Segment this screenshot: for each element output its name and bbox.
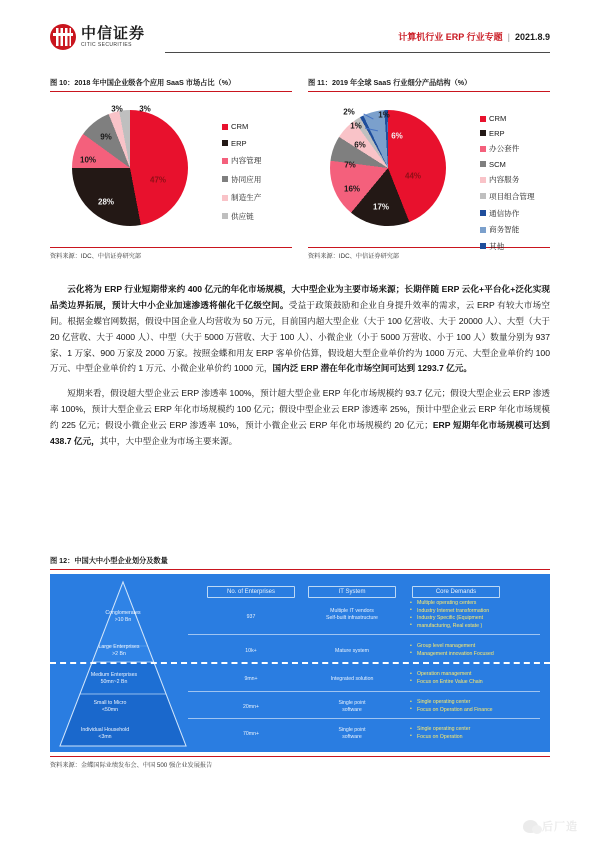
segment-dashed-divider [50,662,550,664]
figure-11-caption: 图 11：2019 年全球 SaaS 行业细分产品结构（%） [308,78,550,92]
legend-label-erp: ERP [489,128,505,138]
legend-item-portfolio [480,191,535,202]
pie-chart-10 [72,110,188,226]
header-date: 2021.8.9 [514,32,550,42]
tier-label-small-micro [94,700,127,714]
pie-slice-label-crm: 47% [149,175,167,185]
figure-12-diagram [50,574,550,752]
paragraph-1-body: 受益于政策鼓励和企业自身提升效率的需求，云 ERP 有较大市场空间。根据金蝶官网数据，假设中国企业人均营收为 50 万元，目前国内超大型企业（大于 100 亿营收、大于 20000 人）、大型（大于 20 亿营收、大于 4000 人）、中型（大于 5000 万营收、大于 100 人）、小微企业（小于 5000 万营收、小于 100 人）数量分别为 937 家、1 万家、900 万家及 2000 万家。按照金蝶和用友 ERP 客单价估算，假设超大型企业单价约为 1000 万元、大型企业单价约 100 万元、中型企业单价约 1 万元、小微企业单价约 1000 元， [50,299,550,374]
figure-12-caption: 图 12：中国大中小型企业划分及数量 [50,556,550,570]
legend-item-crm [222,122,261,131]
legend-item-content-service [480,174,535,185]
legend-swatch-collab-icon [222,176,228,182]
tier-demands-conglomerates [410,600,489,630]
legend-label-supplychain: 供应链 [231,211,254,221]
paragraph-2-highlight: ERP 短期年化市场规模可达到 438.7 亿元， [50,420,550,447]
figure-11-legend [480,114,535,252]
legend-item-content [222,155,261,166]
tier-itsystem-small-micro [338,700,365,714]
tier-count-individual: 70mn+ [242,731,260,737]
header-title [398,30,550,43]
header-divider [165,52,550,53]
figure-10-source: 资料来源：IDC、中信证券研究部 [50,247,292,260]
legend-swatch-bi-icon [480,227,486,233]
legend-item-bi [480,224,535,235]
wechat-icon [523,820,538,833]
legend-swatch-comms-icon [480,210,486,216]
legend-swatch-office-icon [480,146,486,152]
demand-item: • Single operating center [410,726,470,734]
it-system-line: software [342,734,362,741]
figure-10-legend [222,122,261,222]
legend-item-supplychain [222,211,261,222]
demand-item: • Multiple operating centers [410,600,489,608]
figure-11-source: 资料来源：IDC、中信证券研究部 [308,247,550,260]
tier-demands-individual [410,726,470,741]
demand-item: • Focus on Entire Value Chain [410,679,483,687]
legend-item-comms [480,208,535,219]
legend-label-portfolio: 项目组合管理 [489,191,535,201]
legend-item-manufacturing [222,192,261,203]
tier-itsystem-large: Mature system [334,648,370,654]
demand-item: • Group level management [410,643,494,651]
header-title-separator: | [507,32,510,42]
tier-itsystem-medium: Integrated solution [330,676,374,682]
legend-swatch-scm-icon [480,161,486,167]
watermark-text: 后厂造 [542,821,578,833]
paragraph-2-body: 短期来看，假设超大型企业云 ERP 渗透率 100%，预计超大型企业 ERP 年化市场规模约 93.7 亿元；假设大型企业云 ERP 渗透率 100%，预计大型企业云 ERP 年化市场规模约 100 亿元；假设中型企业云 ERP 渗透率 25%，预计中型企业云 ERP 年化市场规模约 225 亿元；假设小微企业云 ERP 渗透率 10%，预计小微企业云 ERP 年化市场规模约 20 亿元； [50,388,550,431]
legend-swatch-content-service-icon [480,177,486,183]
tier-name: Large Enterprises [98,644,140,650]
pie-slice-label-scm: 7% [344,160,356,170]
page-header [0,0,600,66]
demand-item: • Management innovation Focused [410,651,494,659]
paragraph-2-tail: 其中，大中型企业为市场主要来源。 [99,436,238,447]
tier-demands-small-micro [410,699,493,714]
pie-slice-label-office: 16% [343,184,361,194]
paragraph-1 [50,282,550,377]
legend-swatch-manufacturing-icon [222,195,228,201]
tier-label-medium [91,672,137,686]
figure-10 [50,78,292,260]
legend-label-content-service: 内容服务 [489,175,520,185]
legend-swatch-supplychain-icon [222,213,228,219]
it-system-line: Self-built infrastructure [326,615,378,622]
demand-item: • Industry Internet transformation [410,608,489,616]
tier-count-conglomerates: 937 [246,614,256,620]
legend-label-comms: 通信协作 [489,208,520,218]
legend-swatch-content-icon [222,158,228,164]
body-paragraphs [50,282,550,450]
pie-slice-label-collab: 9% [100,132,112,142]
tier-label-individual [81,727,129,741]
pie-slice-label-bi: 6% [391,131,403,141]
legend-label-office: 办公套件 [489,144,520,154]
it-system-line: Single point [338,700,366,706]
figure-10-chart [50,92,292,247]
legend-item-office [480,143,535,154]
legend-label-content: 内容管理 [231,156,262,165]
logo-chinese-name: 中信证券 [81,24,146,42]
row-divider-4 [188,718,540,719]
tier-count-medium: 9mn+ [244,676,258,682]
tier-count-small-micro: 20mn+ [242,704,260,710]
pie-slice-label-erp: 28% [97,197,115,207]
paragraph-2 [50,386,550,450]
legend-label-erp: ERP [231,138,247,148]
pie-slice-label-manufacturing: 3% [111,104,123,114]
demand-item: • Industry Specific (Equipment [410,615,489,623]
tier-demands-large [410,643,494,658]
demand-item: • Focus on Operation [410,734,470,742]
legend-item-scm [480,160,535,169]
tier-name: Conglomerates [105,610,141,616]
figure-11-chart [308,92,550,251]
citic-logo-text [81,26,145,48]
column-header-it-system: IT System [308,586,396,598]
column-header-core-demands: Core Demands [412,586,500,598]
legend-swatch-erp-icon [480,130,486,136]
logo-english-name: CITIC SECURITIES [81,42,132,48]
tier-threshold: >10 Bn [114,617,132,624]
tier-threshold: >2 Bn [112,651,126,658]
legend-item-erp [480,129,535,138]
pie-slice-label-content-service: 6% [354,140,366,150]
pie-slice-label-other: 1% [378,110,390,120]
citic-logo-mark-icon [50,24,76,50]
tier-label-conglomerates [105,610,140,624]
legend-item-crm [480,114,535,123]
tier-threshold: 50mn~2 Bn [100,679,128,686]
tier-threshold: <3mn [98,734,112,741]
tier-itsystem-individual [338,727,365,741]
paragraph-1-lead: 云化将为 ERP 行业短期带来约 400 亿元的年化市场规模，大中型企业为主要市场来源；长期伴随 ERP 云化+平台化+泛化实现品类边界拓展，预计大中小企业加速渗透将催化千亿级空间。 [50,284,550,310]
legend-swatch-portfolio-icon [480,193,486,199]
citic-logo [50,24,145,50]
legend-label-crm: CRM [231,122,249,131]
pie-slice-label-comms: 1% [350,121,362,131]
wechat-watermark [523,818,578,834]
paragraph-1-highlight: 国内泛 ERP 潜在年化市场空间可达到 1293.7 亿元。 [272,363,472,374]
figure-12-source: 资料来源：金蝶国际业绩发布会、中国 500 强企业发展报告 [50,756,550,769]
tier-label-large [99,644,140,658]
demand-item: • Focus on Operation and Finance [410,707,493,715]
pie-slice-label-content: 10% [79,155,97,165]
row-divider-3 [188,691,540,692]
demand-item-continuation: • manufacturing, Real estate ) [410,623,489,631]
it-system-line: software [342,707,362,714]
tier-threshold: <50mn [101,707,118,714]
pie-slice-label-erp: 17% [372,202,390,212]
legend-swatch-crm-icon [222,124,228,130]
tier-itsystem-conglomerates [326,608,378,622]
legend-label-bi: 商务智能 [489,225,520,235]
pie-leader-line-3 [387,122,388,132]
column-header-enterprises: No. of Enterprises [207,586,295,598]
figure-12 [50,556,550,769]
header-title-text: 计算机行业 ERP 行业专题 [398,32,503,42]
legend-label-manufacturing: 制造生产 [231,193,262,202]
legend-swatch-crm-icon [480,116,486,122]
tier-name: Small to Micro [93,700,127,706]
legend-swatch-other-icon [480,243,486,249]
demand-item: • Operation management [410,671,483,679]
figure-11 [308,78,550,260]
tier-demands-medium [410,671,483,686]
tier-name: Individual Household [80,727,130,733]
legend-label-other: 其他 [489,241,505,251]
legend-item-other [480,241,535,252]
pie-slice-label-supplychain: 3% [139,104,151,114]
tier-name: Medium Enterprises [90,672,138,678]
tier-count-large: 10k+ [245,648,257,654]
pie-slice-label-portfolio: 2% [343,107,355,117]
legend-swatch-erp-icon [222,140,228,146]
legend-item-collab [222,174,261,185]
pyramid-shape-icon [58,578,188,750]
it-system-line: Single point [338,727,366,733]
it-system-line: Multiple IT vendors [330,608,374,614]
pyramid-diagram [50,574,550,752]
pie-slice-label-crm: 44% [404,171,422,181]
row-divider-1 [188,634,540,635]
legend-label-scm: SCM [489,159,506,169]
legend-label-crm: CRM [489,114,507,123]
demand-item: • Single operating center [410,699,493,707]
legend-item-erp [222,139,261,148]
figure-10-caption: 图 10：2018 年中国企业级各个应用 SaaS 市场占比（%） [50,78,292,92]
legend-label-collab: 协同应用 [231,174,262,184]
